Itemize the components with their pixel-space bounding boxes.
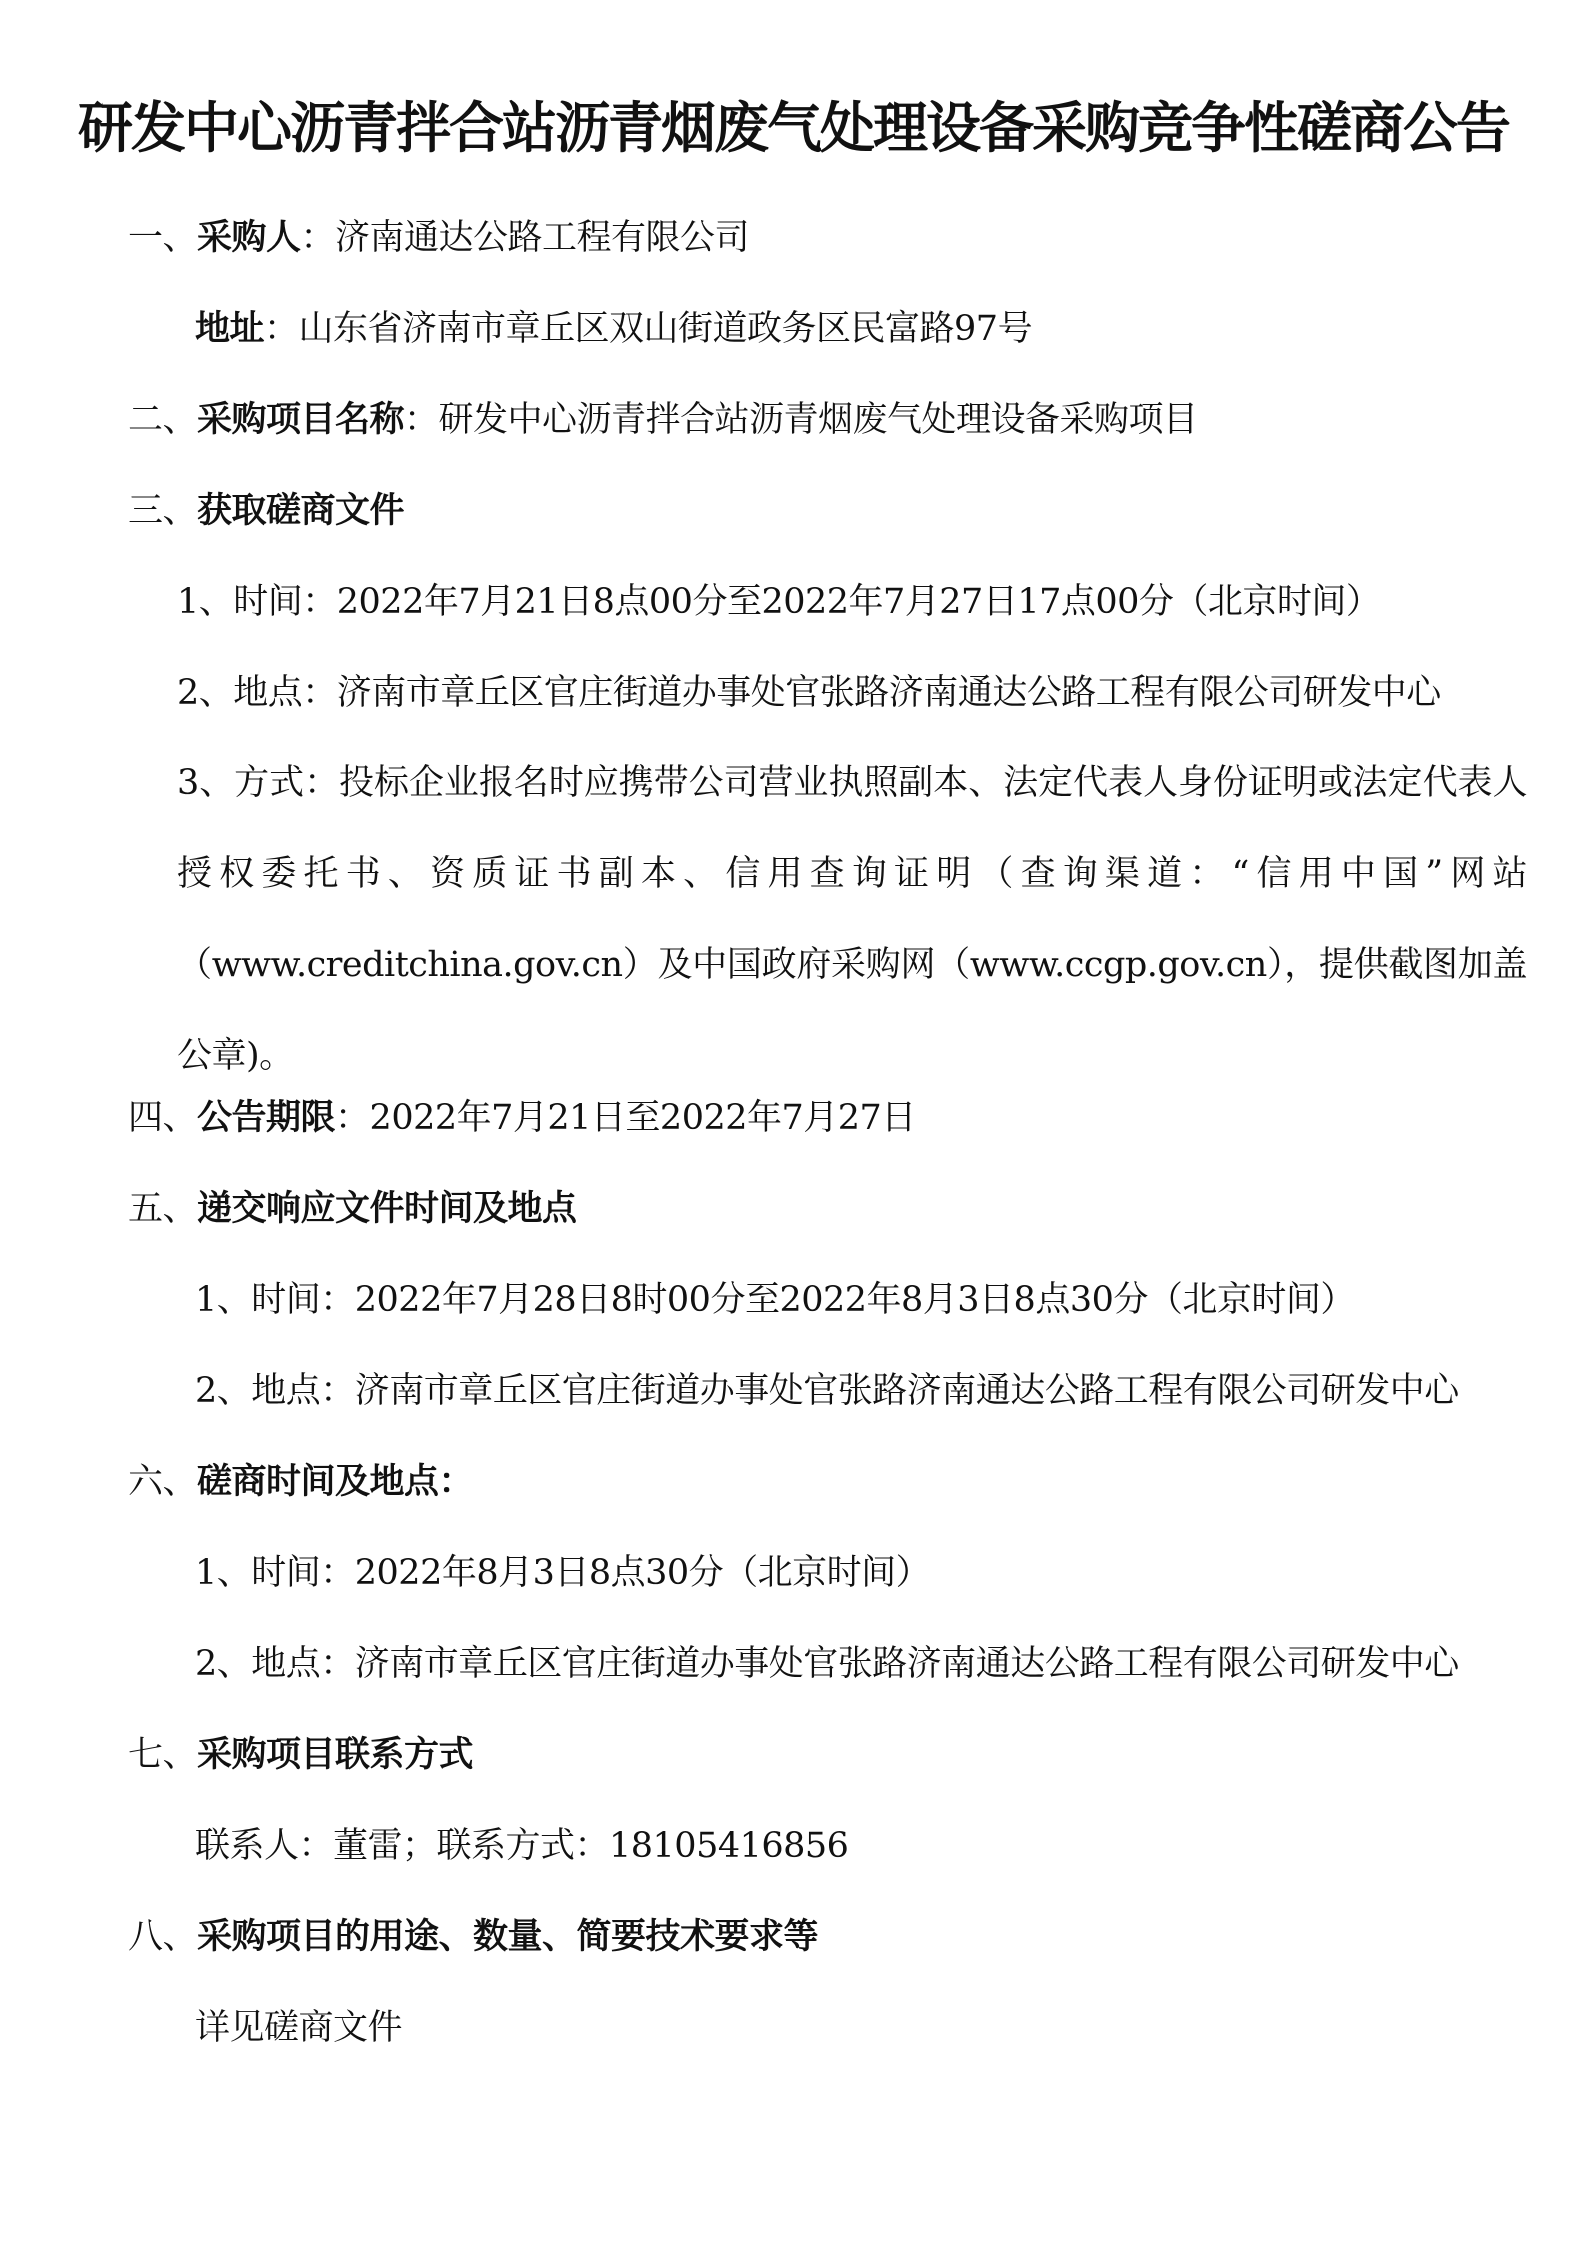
section-negotiation — [128, 1457, 473, 1507]
section-purchaser — [128, 213, 749, 263]
section-number: 二、 — [128, 400, 198, 440]
section-requirements — [128, 1912, 818, 1962]
submission-time: 1、时间：2022年7月28日8时00分至2022年8月3日8点30分（北京时间） — [195, 1280, 1355, 1320]
section-number: 三、 — [128, 491, 198, 531]
address-label: 地址 — [195, 309, 265, 349]
document-title: 研发中心沥青拌合站沥青烟废气处理设备采购竞争性磋商公告 — [77, 96, 1509, 160]
purchaser-label: 采购人 — [197, 218, 301, 258]
section-number: 一、 — [128, 218, 198, 258]
purchaser-address — [195, 304, 1032, 354]
colon: ： — [335, 1098, 370, 1138]
notice-period-value: 2022年7月21日至2022年7月27日 — [369, 1098, 916, 1138]
negotiation-time: 1、时间：2022年8月3日8点30分（北京时间） — [195, 1553, 931, 1593]
notice-period-label: 公告期限 — [197, 1098, 336, 1138]
negotiation-place: 2、地点：济南市章丘区官庄街道办事处官张路济南通达公路工程有限公司研发中心 — [195, 1644, 1459, 1684]
section-heading: 磋商时间及地点： — [197, 1462, 474, 1502]
requirements-detail: 详见磋商文件 — [195, 2008, 403, 2048]
section-number: 四、 — [128, 1098, 198, 1138]
section-notice-period — [128, 1093, 916, 1143]
obtain-method: 3、方式：投标企业报名时应携带公司营业执照副本、法定代表人身份证明或法定代表人授权委托书、资质证书副本、信用查询证明（查询渠道：“信用中国”网站（www.creditchina.gov.cn）及中国政府采购网（www.ccgp.gov.cn），提供截图加盖公章)。 — [177, 763, 1527, 1076]
section-number: 七、 — [128, 1735, 198, 1775]
purchaser-value: 济南通达公路工程有限公司 — [335, 218, 750, 258]
obtain-place: 2、地点：济南市章丘区官庄街道办事处官张路济南通达公路工程有限公司研发中心 — [177, 673, 1441, 713]
colon: ： — [264, 309, 299, 349]
section-number: 六、 — [128, 1462, 198, 1502]
section-contact — [128, 1730, 473, 1780]
colon: ： — [300, 218, 336, 258]
section-number: 五、 — [128, 1189, 198, 1229]
section-heading: 获取磋商文件 — [197, 491, 405, 531]
project-name-label: 采购项目名称 — [197, 400, 405, 440]
section-obtain-documents — [128, 486, 404, 536]
section-number: 八、 — [128, 1917, 198, 1957]
section-submission — [128, 1184, 577, 1234]
section-heading: 递交响应文件时间及地点 — [197, 1189, 577, 1229]
project-name-value: 研发中心沥青拌合站沥青烟废气处理设备采购项目 — [438, 400, 1198, 440]
section-heading: 采购项目联系方式 — [197, 1735, 474, 1775]
section-heading: 采购项目的用途、数量、简要技术要求等 — [197, 1917, 819, 1957]
address-value: 山东省济南市章丘区双山街道政务区民富路97号 — [298, 309, 1033, 349]
submission-place: 2、地点：济南市章丘区官庄街道办事处官张路济南通达公路工程有限公司研发中心 — [195, 1371, 1459, 1411]
obtain-time: 1、时间：2022年7月21日8点00分至2022年7月27日17点00分（北京时间） — [177, 582, 1381, 622]
section-project-name — [128, 395, 1198, 445]
contact-info: 联系人：董雷；联系方式：18105416856 — [195, 1826, 849, 1866]
colon: ： — [404, 400, 439, 440]
